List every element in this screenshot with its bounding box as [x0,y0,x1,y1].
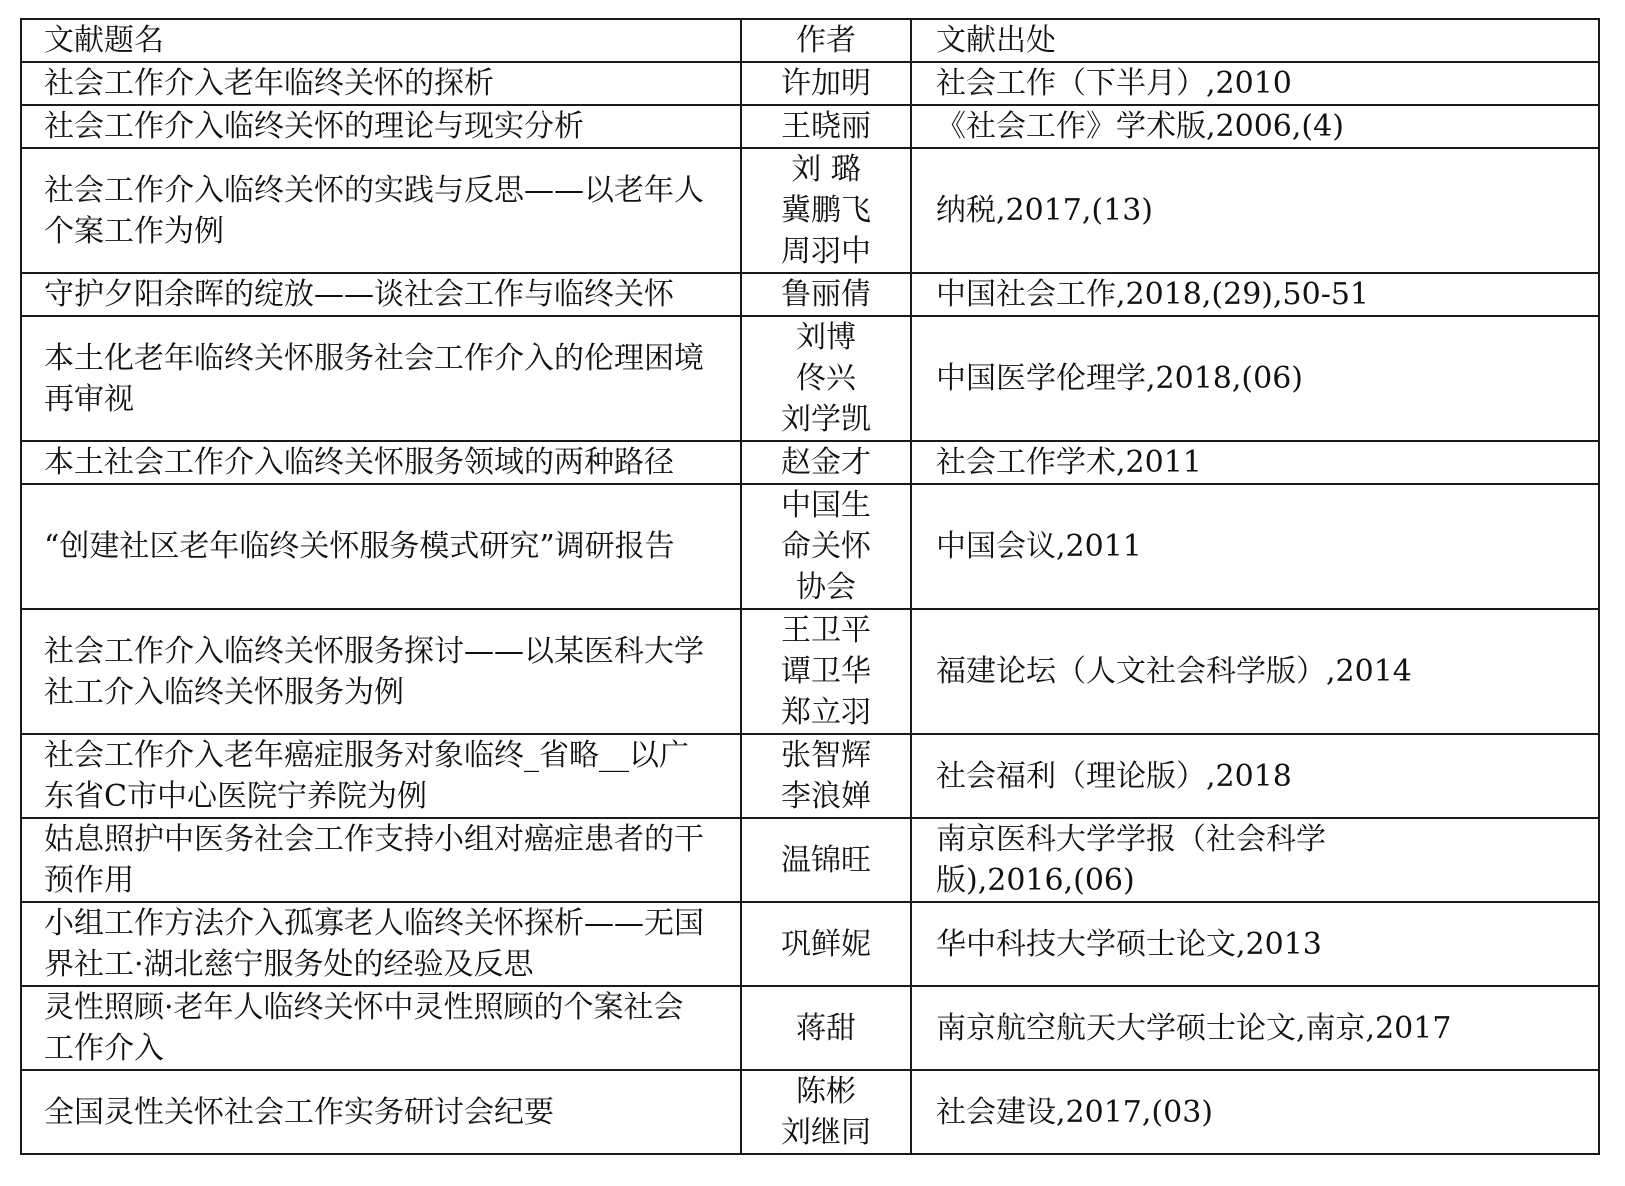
cell-source: 纳税,2017,(13) [911,148,1599,273]
table-row [21,609,1599,734]
header-author: 作者 [741,19,911,62]
table-row [21,441,1599,484]
cell-author: 刘博 佟兴 刘学凯 [741,316,911,441]
table-row [21,62,1599,105]
table-header-row [21,19,1599,62]
cell-title: “创建社区老年临终关怀服务模式研究”调研报告 [21,484,741,609]
cell-author: 张智辉 李浪婵 [741,734,911,818]
cell-source: 福建论坛（人文社会科学版）,2014 [911,609,1599,734]
cell-source: 南京航空航天大学硕士论文,南京,2017 [911,986,1599,1070]
table-row [21,316,1599,441]
cell-source: 南京医科大学学报（社会科学 版),2016,(06) [911,818,1599,902]
cell-author: 王卫平 谭卫华 郑立羽 [741,609,911,734]
table-row [21,902,1599,986]
cell-author: 蒋甜 [741,986,911,1070]
cell-title: 社会工作介入临终关怀服务探讨——以某医科大学 社工介入临终关怀服务为例 [21,609,741,734]
table-row [21,986,1599,1070]
cell-title: 社会工作介入老年临终关怀的探析 [21,62,741,105]
table-row [21,273,1599,316]
table-row [21,734,1599,818]
cell-title: 守护夕阳余晖的绽放——谈社会工作与临终关怀 [21,273,741,316]
table-row [21,148,1599,273]
cell-source: 中国会议,2011 [911,484,1599,609]
table-row [21,484,1599,609]
cell-title: 姑息照护中医务社会工作支持小组对癌症患者的干 预作用 [21,818,741,902]
cell-title: 社会工作介入临终关怀的理论与现实分析 [21,105,741,148]
cell-title: 社会工作介入临终关怀的实践与反思——以老年人 个案工作为例 [21,148,741,273]
table-row [21,818,1599,902]
cell-source: 《社会工作》学术版,2006,(4) [911,105,1599,148]
cell-source: 社会建设,2017,(03) [911,1070,1599,1154]
cell-title: 本土化老年临终关怀服务社会工作介入的伦理困境 再审视 [21,316,741,441]
cell-author: 巩鲜妮 [741,902,911,986]
cell-source: 社会工作学术,2011 [911,441,1599,484]
cell-author: 温锦旺 [741,818,911,902]
cell-author: 陈彬 刘继同 [741,1070,911,1154]
header-title: 文献题名 [21,19,741,62]
cell-title: 本土社会工作介入临终关怀服务领域的两种路径 [21,441,741,484]
cell-source: 中国医学伦理学,2018,(06) [911,316,1599,441]
cell-title: 全国灵性关怀社会工作实务研讨会纪要 [21,1070,741,1154]
literature-table [20,18,1600,1155]
cell-author: 中国生 命关怀 协会 [741,484,911,609]
cell-author: 鲁丽倩 [741,273,911,316]
cell-author: 刘 璐 冀鹏飞 周羽中 [741,148,911,273]
cell-author: 许加明 [741,62,911,105]
table-row [21,1070,1599,1154]
cell-author: 王晓丽 [741,105,911,148]
cell-source: 华中科技大学硕士论文,2013 [911,902,1599,986]
cell-source: 社会工作（下半月）,2010 [911,62,1599,105]
table-row [21,105,1599,148]
cell-title: 小组工作方法介入孤寡老人临终关怀探析——无国 界社工·湖北慈宁服务处的经验及反思 [21,902,741,986]
header-source: 文献出处 [911,19,1599,62]
cell-title: 社会工作介入老年癌症服务对象临终_省略__以广 东省C市中心医院宁养院为例 [21,734,741,818]
cell-author: 赵金才 [741,441,911,484]
cell-source: 社会福利（理论版）,2018 [911,734,1599,818]
cell-title: 灵性照顾·老年人临终关怀中灵性照顾的个案社会 工作介入 [21,986,741,1070]
cell-source: 中国社会工作,2018,(29),50-51 [911,273,1599,316]
